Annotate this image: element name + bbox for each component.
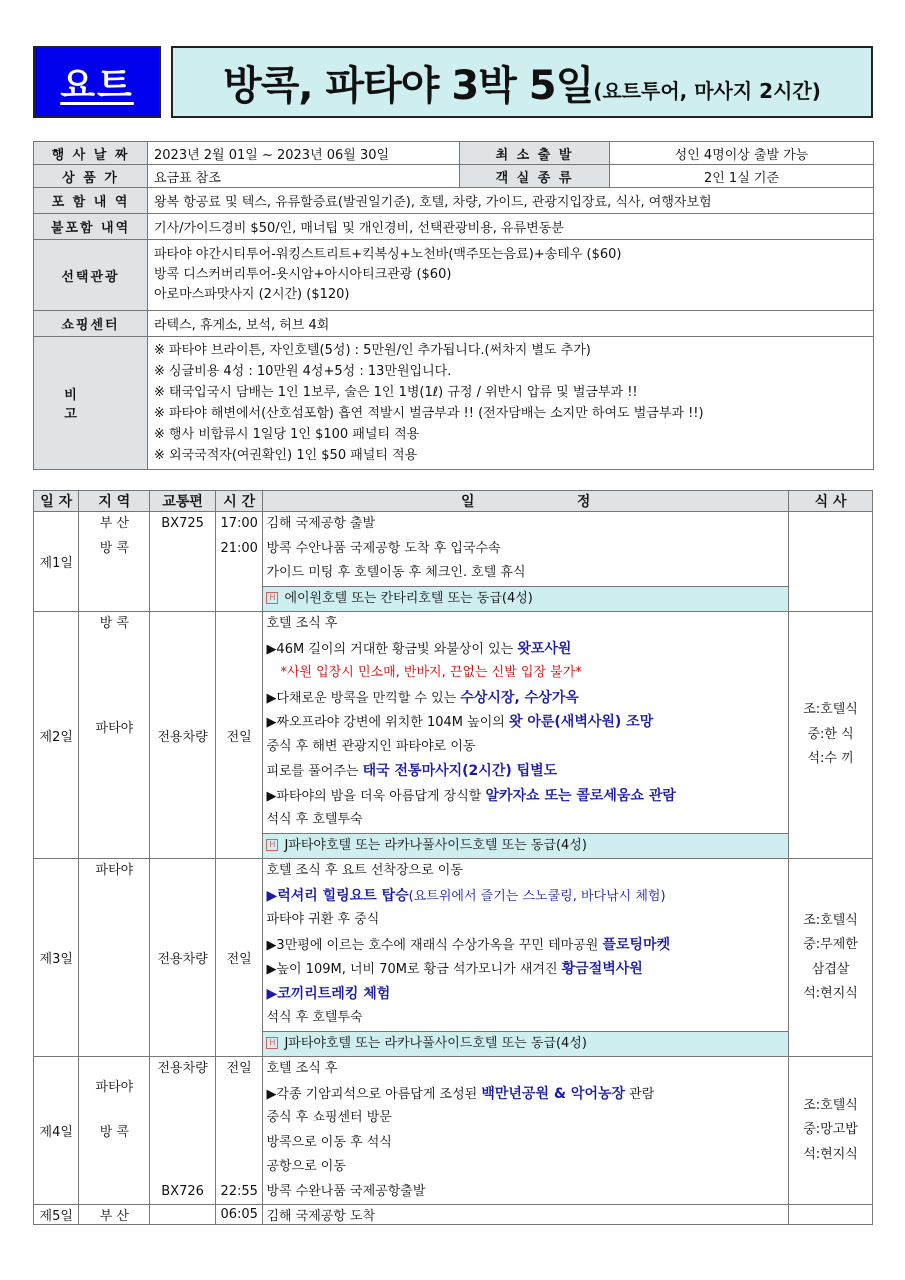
time-text: 17:00 (220, 516, 258, 531)
hotel-icon: H (266, 1037, 278, 1049)
plan-warning: *사원 입장시 민소매, 반바지, 끈없는 신발 입장 불가* (280, 665, 582, 680)
area-text: 방 콕 (99, 540, 129, 556)
meal-text: 중:한 식 (807, 726, 854, 742)
day-transport (150, 1205, 216, 1225)
area-spacer (82, 1145, 146, 1185)
highlight-text: 알카자쇼 또는 콜로세움쇼 관람 (485, 787, 676, 804)
plan-line: 호텔 조식 후 (266, 1061, 338, 1076)
hotel-line (263, 1031, 788, 1057)
highlight-text: 플로팅마켓 (602, 936, 671, 953)
day-label: 제1일 (34, 512, 79, 612)
tour-type-label: 요트 (60, 64, 134, 106)
info-table (33, 141, 874, 470)
plan-line (266, 933, 785, 958)
plan-text: 피로를 풀어주는 (266, 764, 363, 779)
note-label: 비 고 (34, 337, 148, 470)
plan-line (266, 957, 785, 982)
plan-text: ▶46M 길이의 거대한 황금빛 와불상이 있는 (266, 641, 518, 657)
option-label: 선택관광 (34, 240, 148, 311)
day-meal (789, 1057, 873, 1205)
day-area (79, 859, 150, 1057)
option-list (148, 240, 874, 311)
note-list (148, 337, 874, 470)
plan-line (266, 710, 785, 735)
area-text: 파타야 (95, 1080, 134, 1095)
plan-line: 김해 국제공항 도착 (263, 1205, 789, 1225)
note-item: ※ 파타야 해변에서(산호섬포함) 흡연 적발시 벌금부과 !! (전자담배는 소지만 하여도 벌금부과 !!) (154, 406, 704, 421)
day-plan (263, 612, 789, 859)
plan-line (266, 637, 785, 662)
note-item: ※ 태국입국시 담배는 1인 1보루, 술은 1인 1병(1ℓ) 규정 / 위반시 압류 및 벌금부과 !! (154, 385, 638, 400)
plan-line: 중식 후 쇼핑센터 방문 (266, 1110, 392, 1125)
highlight-text: 수상시장, 수상가옥 (460, 689, 579, 706)
note-item: ※ 싱글비용 4성 : 10만원 4성+5성 : 13만원입니다. (154, 364, 452, 379)
area-text: 방 콕 (99, 1124, 129, 1140)
header-time: 시 간 (215, 491, 263, 512)
day-area (79, 1057, 150, 1205)
day-time (215, 512, 263, 612)
highlight-text: ▶럭셔리 힐링요트 탑승 (266, 887, 409, 904)
flight-number: BX726 (161, 1183, 204, 1199)
day-plan (263, 1057, 789, 1205)
room-value: 2인 1실 기준 (610, 165, 874, 188)
plan-line: 공항으로 이동 (266, 1159, 346, 1174)
plan-line: 방콕 수완나품 국제공항출발 (266, 1183, 426, 1199)
day-label: 제2일 (34, 612, 79, 859)
exclude-value: 기사/가이드경비 $50/인, 매너팁 및 개인경비, 선택관광비용, 유류변동분 (148, 214, 874, 240)
price-value: 요금표 참조 (148, 165, 460, 188)
include-value: 왕복 항공료 및 텍스, 유류할증료(발권일기준), 호텔, 차량, 가이드, 관광지입장료, 식사, 여행자보험 (148, 188, 874, 214)
plan-text: ▶3만평에 이르는 호수에 재래식 수상가옥을 꾸민 테마공원 (266, 937, 603, 953)
highlight-text: 백만년공원 & 악어농장 (481, 1085, 626, 1102)
plan-line: 호텔 조식 후 (266, 616, 338, 631)
plan-line: 석식 후 호텔투숙 (266, 1010, 363, 1025)
page-title: 방콕, 파타야 3박 5일 (223, 62, 594, 109)
day-plan (263, 859, 789, 1057)
header-area: 지 역 (79, 491, 150, 512)
area-text: 부 산 (99, 516, 129, 531)
header-meal: 식 사 (789, 491, 873, 512)
header-plan: 일 정 (263, 491, 789, 512)
min-value: 성인 4명이상 출발 가능 (610, 142, 874, 165)
day-time: 전일 (215, 612, 263, 859)
area-text: 방 콕 (99, 616, 129, 631)
schedule-table (33, 490, 873, 1225)
day-label: 제4일 (34, 1057, 79, 1205)
period-value: 2023년 2월 01일 ~ 2023년 06월 30일 (148, 142, 460, 165)
time-text: 전일 (226, 1061, 252, 1076)
period-label: 행 사 날 짜 (34, 142, 148, 165)
highlight-line: ▶코끼리트레킹 체험 (266, 985, 391, 1002)
highlight-text: 왓포사원 (517, 640, 572, 657)
day-label: 제5일 (34, 1205, 79, 1225)
time-text: 22:55 (220, 1183, 258, 1199)
highlight-text: 황금절벽사원 (561, 961, 643, 977)
meal-text: 중:무제한 (803, 937, 858, 952)
page-subtitle: (요트투어, 마사지 2시간) (593, 78, 821, 103)
plan-text: ▶다채로운 방콕을 만끽할 수 있는 (266, 690, 461, 706)
hotel-line (263, 586, 788, 612)
exclude-label: 불포함 내역 (34, 214, 148, 240)
day-transport (150, 512, 216, 612)
area-text: 파타야 (95, 720, 134, 736)
day-time: 06:05 (215, 1205, 263, 1225)
shop-label: 쇼핑센터 (34, 311, 148, 337)
meal-text: 조:호텔식 (803, 912, 858, 928)
hotel-line (263, 833, 788, 859)
hotel-icon: H (266, 592, 278, 604)
plan-line (266, 759, 785, 784)
price-label: 상 품 가 (34, 165, 148, 188)
shop-value: 라텍스, 휴게소, 보석, 허브 4회 (148, 311, 874, 337)
header-transport: 교통편 (150, 491, 216, 512)
day-meal (789, 1205, 873, 1225)
tour-type-badge (33, 46, 161, 118)
day-time (215, 1057, 263, 1205)
option-item: 방콕 디스커버리투어-욧시암+아시아티크관광 ($60) (154, 267, 452, 282)
meal-text: 석:현지식 (803, 1146, 858, 1162)
day-transport: 전용차량 (150, 859, 216, 1057)
meal-text: 석:수 끼 (807, 751, 854, 767)
plan-text: ▶각종 기암괴석으로 아름답게 조성된 (266, 1086, 482, 1102)
plan-line: 중식 후 해변 관광지인 파타야로 이동 (266, 738, 476, 754)
area-spacer (82, 1101, 146, 1121)
day-area: 부 산 (79, 1205, 150, 1225)
time-spacer (219, 1082, 260, 1180)
plan-line: 김해 국제공항 출발 (266, 516, 376, 531)
day-time: 전일 (215, 859, 263, 1057)
include-label: 포 함 내 역 (34, 188, 148, 214)
meal-text: 조:호텔식 (803, 702, 858, 718)
day-transport: 전용차량 (150, 612, 216, 859)
hotel-text: 에이원호텔 또는 칸타리호텔 또는 동급(4성) (284, 590, 533, 606)
title-banner (171, 46, 873, 118)
highlight-text: 왓 아룬(새벽사원) 조망 (508, 714, 654, 730)
hotel-icon: H (266, 839, 278, 851)
day-meal (789, 512, 873, 612)
note-item: ※ 파타야 브라이튼, 자인호텔(5성) : 5만원/인 추가됩니다.(써차지 별도 추가) (154, 343, 591, 358)
plan-text: ▶파타야의 밤을 더욱 아름답게 장식할 (266, 788, 486, 804)
plan-text: ▶높이 109M, 너비 70M로 황금 석가모니가 새겨진 (266, 962, 562, 977)
plan-line: 가이드 미팅 후 호텔이동 후 체크인. 호텔 휴식 (266, 565, 526, 580)
day-transport (150, 1057, 216, 1205)
plan-text: (요트위에서 즐기는 스노쿨링, 바다낚시 체험) (408, 888, 666, 904)
day-label: 제3일 (34, 859, 79, 1057)
plan-text: 관람 (625, 1086, 655, 1102)
plan-line (266, 1082, 785, 1107)
header-day: 일 자 (34, 491, 79, 512)
day-plan (263, 512, 789, 612)
area-spacer (82, 637, 146, 717)
day-meal (789, 612, 873, 859)
transport-text: 전용차량 (157, 1061, 208, 1076)
transport-spacer (153, 1082, 212, 1180)
note-item: ※ 외국국적자(여권확인) 1인 $50 패널티 적용 (154, 448, 418, 463)
meal-text: 조:호텔식 (803, 1097, 858, 1113)
plan-line: 파타야 귀환 후 중식 (266, 912, 380, 927)
plan-text: ▶짜오프라야 강변에 위치한 104M 높이의 (266, 715, 509, 730)
plan-line: 호텔 조식 후 요트 선착장으로 이동 (266, 863, 463, 878)
plan-line: 석식 후 호텔투숙 (266, 812, 363, 827)
day-area (79, 612, 150, 859)
meal-text: 석:현지식 (803, 986, 858, 1001)
plan-line: 방콕 수안나품 국제공항 도착 후 입국수속 (266, 540, 501, 556)
day-area (79, 512, 150, 612)
option-item: 아로마스파맛사지 (2시간) ($120) (154, 287, 350, 302)
min-label: 최 소 출 발 (460, 142, 610, 165)
flight-number: BX725 (161, 516, 204, 531)
note-item: ※ 행사 비합류시 1일당 1인 $100 패널티 적용 (154, 427, 420, 442)
meal-text: 중:망고밥 (803, 1122, 858, 1138)
hotel-text: J파타야호텔 또는 라카나풀사이드호텔 또는 동급(4성) (284, 1035, 587, 1051)
plan-line: 방콕으로 이동 후 석식 (266, 1134, 392, 1150)
plan-line (266, 884, 785, 909)
plan-line (266, 686, 785, 711)
meal-text: 삼겹살 (811, 961, 850, 977)
room-label: 객 실 종 류 (460, 165, 610, 188)
plan-line (266, 784, 785, 809)
time-text: 21:00 (220, 540, 258, 556)
highlight-text: 태국 전통마사지(2시간) 팁별도 (362, 763, 558, 779)
option-item: 파타야 야간시티투어-워킹스트리트+킥복싱+노천바(맥주또는음료)+송테우 ($60) (154, 247, 622, 262)
hotel-text: J파타야호텔 또는 라카나풀사이드호텔 또는 동급(4성) (284, 837, 587, 853)
day-meal (789, 859, 873, 1057)
area-text: 파타야 (95, 863, 134, 878)
